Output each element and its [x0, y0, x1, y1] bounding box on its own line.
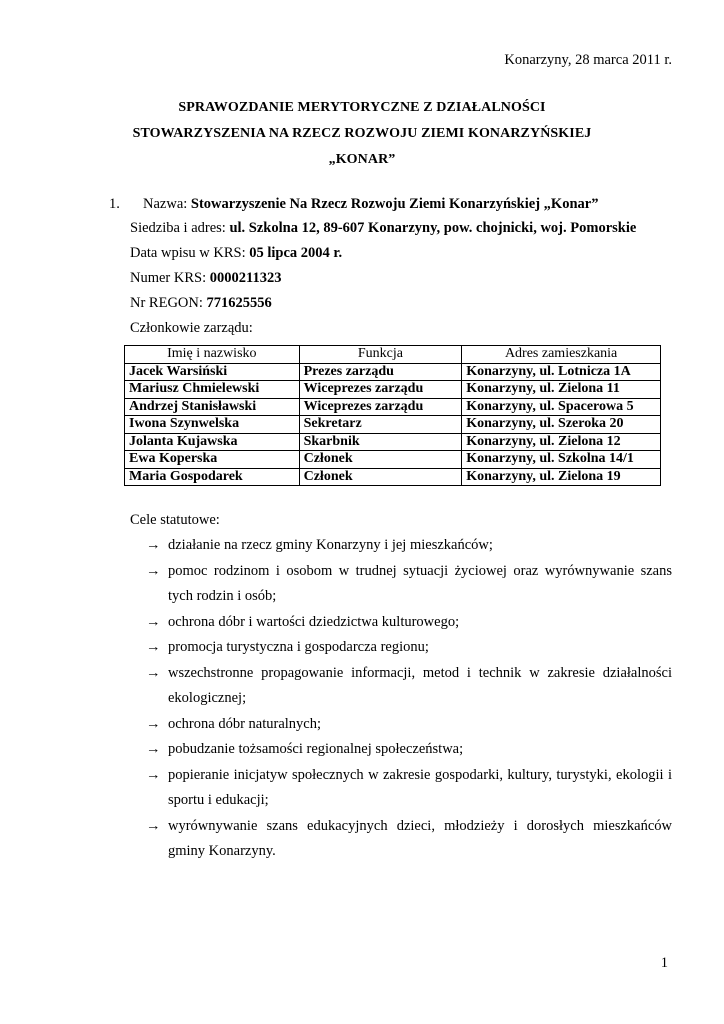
section-number: 1. — [109, 196, 120, 212]
list-item — [146, 712, 672, 738]
date-label: Data wpisu w KRS: — [130, 245, 250, 261]
goal-text: pomoc rodzinom i osobom w trudnej sytuacji życiowej oraz wyrównywanie szans tych rodzin i osób; — [168, 562, 672, 604]
arrow-icon: → — [146, 664, 161, 681]
arrow-icon: → — [146, 766, 161, 783]
board-label: Członkowie zarządu: — [130, 320, 253, 336]
header-function: Funkcja — [299, 346, 462, 364]
member-address: Konarzyny, ul. Szkolna 14/1 — [462, 451, 661, 469]
member-function: Wiceprezes zarządu — [299, 398, 462, 416]
seat-label: Siedziba i adres: — [130, 220, 230, 236]
name-label: Nazwa: — [143, 196, 191, 212]
member-function: Członek — [299, 468, 462, 486]
goal-text: wszechstronne propagowanie informacji, metod i technik w zakresie działalności ekologicznej; — [168, 664, 672, 706]
member-name: Maria Gospodarek — [125, 468, 300, 486]
header-name: Imię i nazwisko — [125, 346, 300, 364]
member-address: Konarzyny, ul. Lotnicza 1A — [462, 363, 661, 381]
list-item — [146, 763, 672, 814]
seat-value: ul. Szkolna 12, 89-607 Konarzyny, pow. chojnicki, woj. Pomorskie — [229, 220, 637, 236]
arrow-icon: → — [146, 741, 161, 757]
member-function: Członek — [299, 451, 462, 469]
member-function: Skarbnik — [299, 433, 462, 451]
list-item — [146, 610, 672, 636]
table-row — [125, 398, 661, 416]
goal-text: wyrównywanie szans edukacyjnych dzieci, młodzieży i dorosłych mieszkańców gminy Konarzyny. — [168, 817, 672, 859]
association-name — [143, 196, 598, 213]
table-header-row — [125, 346, 661, 364]
arrow-icon: → — [146, 715, 161, 732]
list-item — [146, 661, 672, 712]
goal-text: ochrona dóbr naturalnych; — [168, 715, 322, 732]
list-item — [146, 635, 672, 661]
regon-label: Nr REGON: — [130, 295, 207, 311]
regon-value: 771625556 — [206, 295, 272, 311]
goal-text: promocja turystyczna i gospodarcza regionu; — [168, 639, 429, 655]
member-address: Konarzyny, ul. Szeroka 20 — [462, 416, 661, 434]
member-address: Konarzyny, ul. Spacerowa 5 — [462, 398, 661, 416]
member-name: Ewa Koperska — [125, 451, 300, 469]
member-name: Iwona Szynwelska — [125, 416, 300, 434]
place-date: Konarzyny, 28 marca 2011 r. — [504, 52, 672, 68]
member-function: Sekretarz — [299, 416, 462, 434]
regon-number — [130, 295, 272, 312]
header-address: Adres zamieszkania — [462, 346, 661, 364]
goal-text: ochrona dóbr i wartości dziedzictwa kulturowego; — [168, 613, 460, 630]
association-seat — [130, 220, 636, 237]
board-members-table — [124, 345, 661, 486]
member-address: Konarzyny, ul. Zielona 12 — [462, 433, 661, 451]
table-row — [125, 416, 661, 434]
table-row — [125, 451, 661, 469]
list-item — [146, 533, 672, 559]
member-name: Mariusz Chmielewski — [125, 381, 300, 399]
date-value: 05 lipca 2004 r. — [249, 245, 343, 261]
statutory-goals-heading: Cele statutowe: — [130, 512, 220, 528]
arrow-icon: → — [146, 613, 161, 630]
list-item — [146, 559, 672, 610]
statutory-goals-list — [146, 533, 672, 865]
name-value: Stowarzyszenie Na Rzecz Rozwoju Ziemi Konarzyńskiej „Konar” — [190, 196, 599, 212]
page-number: 1 — [660, 955, 668, 971]
list-item — [146, 737, 672, 763]
krs-label: Numer KRS: — [130, 270, 210, 286]
table-row — [125, 363, 661, 381]
arrow-icon: → — [146, 639, 161, 655]
arrow-icon: → — [146, 562, 161, 579]
table-row — [125, 468, 661, 486]
arrow-icon: → — [146, 537, 161, 553]
table-row — [125, 433, 661, 451]
goal-text: działanie na rzecz gminy Konarzyny i jej mieszkańców; — [168, 537, 493, 553]
krs-date — [130, 245, 342, 262]
krs-number — [130, 270, 281, 287]
report-title-line-3: „KONAR” — [328, 152, 396, 167]
member-name: Jacek Warsiński — [125, 363, 300, 381]
member-function: Wiceprezes zarządu — [299, 381, 462, 399]
member-address: Konarzyny, ul. Zielona 11 — [462, 381, 661, 399]
member-address: Konarzyny, ul. Zielona 19 — [462, 468, 661, 486]
member-name: Andrzej Stanisławski — [125, 398, 300, 416]
report-title-line-1: SPRAWOZDANIE MERYTORYCZNE Z DZIAŁALNOŚCI — [178, 100, 546, 115]
arrow-icon: → — [146, 817, 161, 834]
table-row — [125, 381, 661, 399]
goal-text: pobudzanie tożsamości regionalnej społeczeństwa; — [168, 741, 464, 757]
report-title-line-2: STOWARZYSZENIA NA RZECZ ROZWOJU ZIEMI KONARZYŃSKIEJ — [132, 126, 592, 141]
member-name: Jolanta Kujawska — [125, 433, 300, 451]
list-item — [146, 814, 672, 865]
member-function: Prezes zarządu — [299, 363, 462, 381]
goal-text: popieranie inicjatyw społecznych w zakresie gospodarki, kultury, turystyki, ekologii i sportu i edukacji; — [168, 766, 672, 808]
krs-value: 0000211323 — [209, 270, 282, 286]
